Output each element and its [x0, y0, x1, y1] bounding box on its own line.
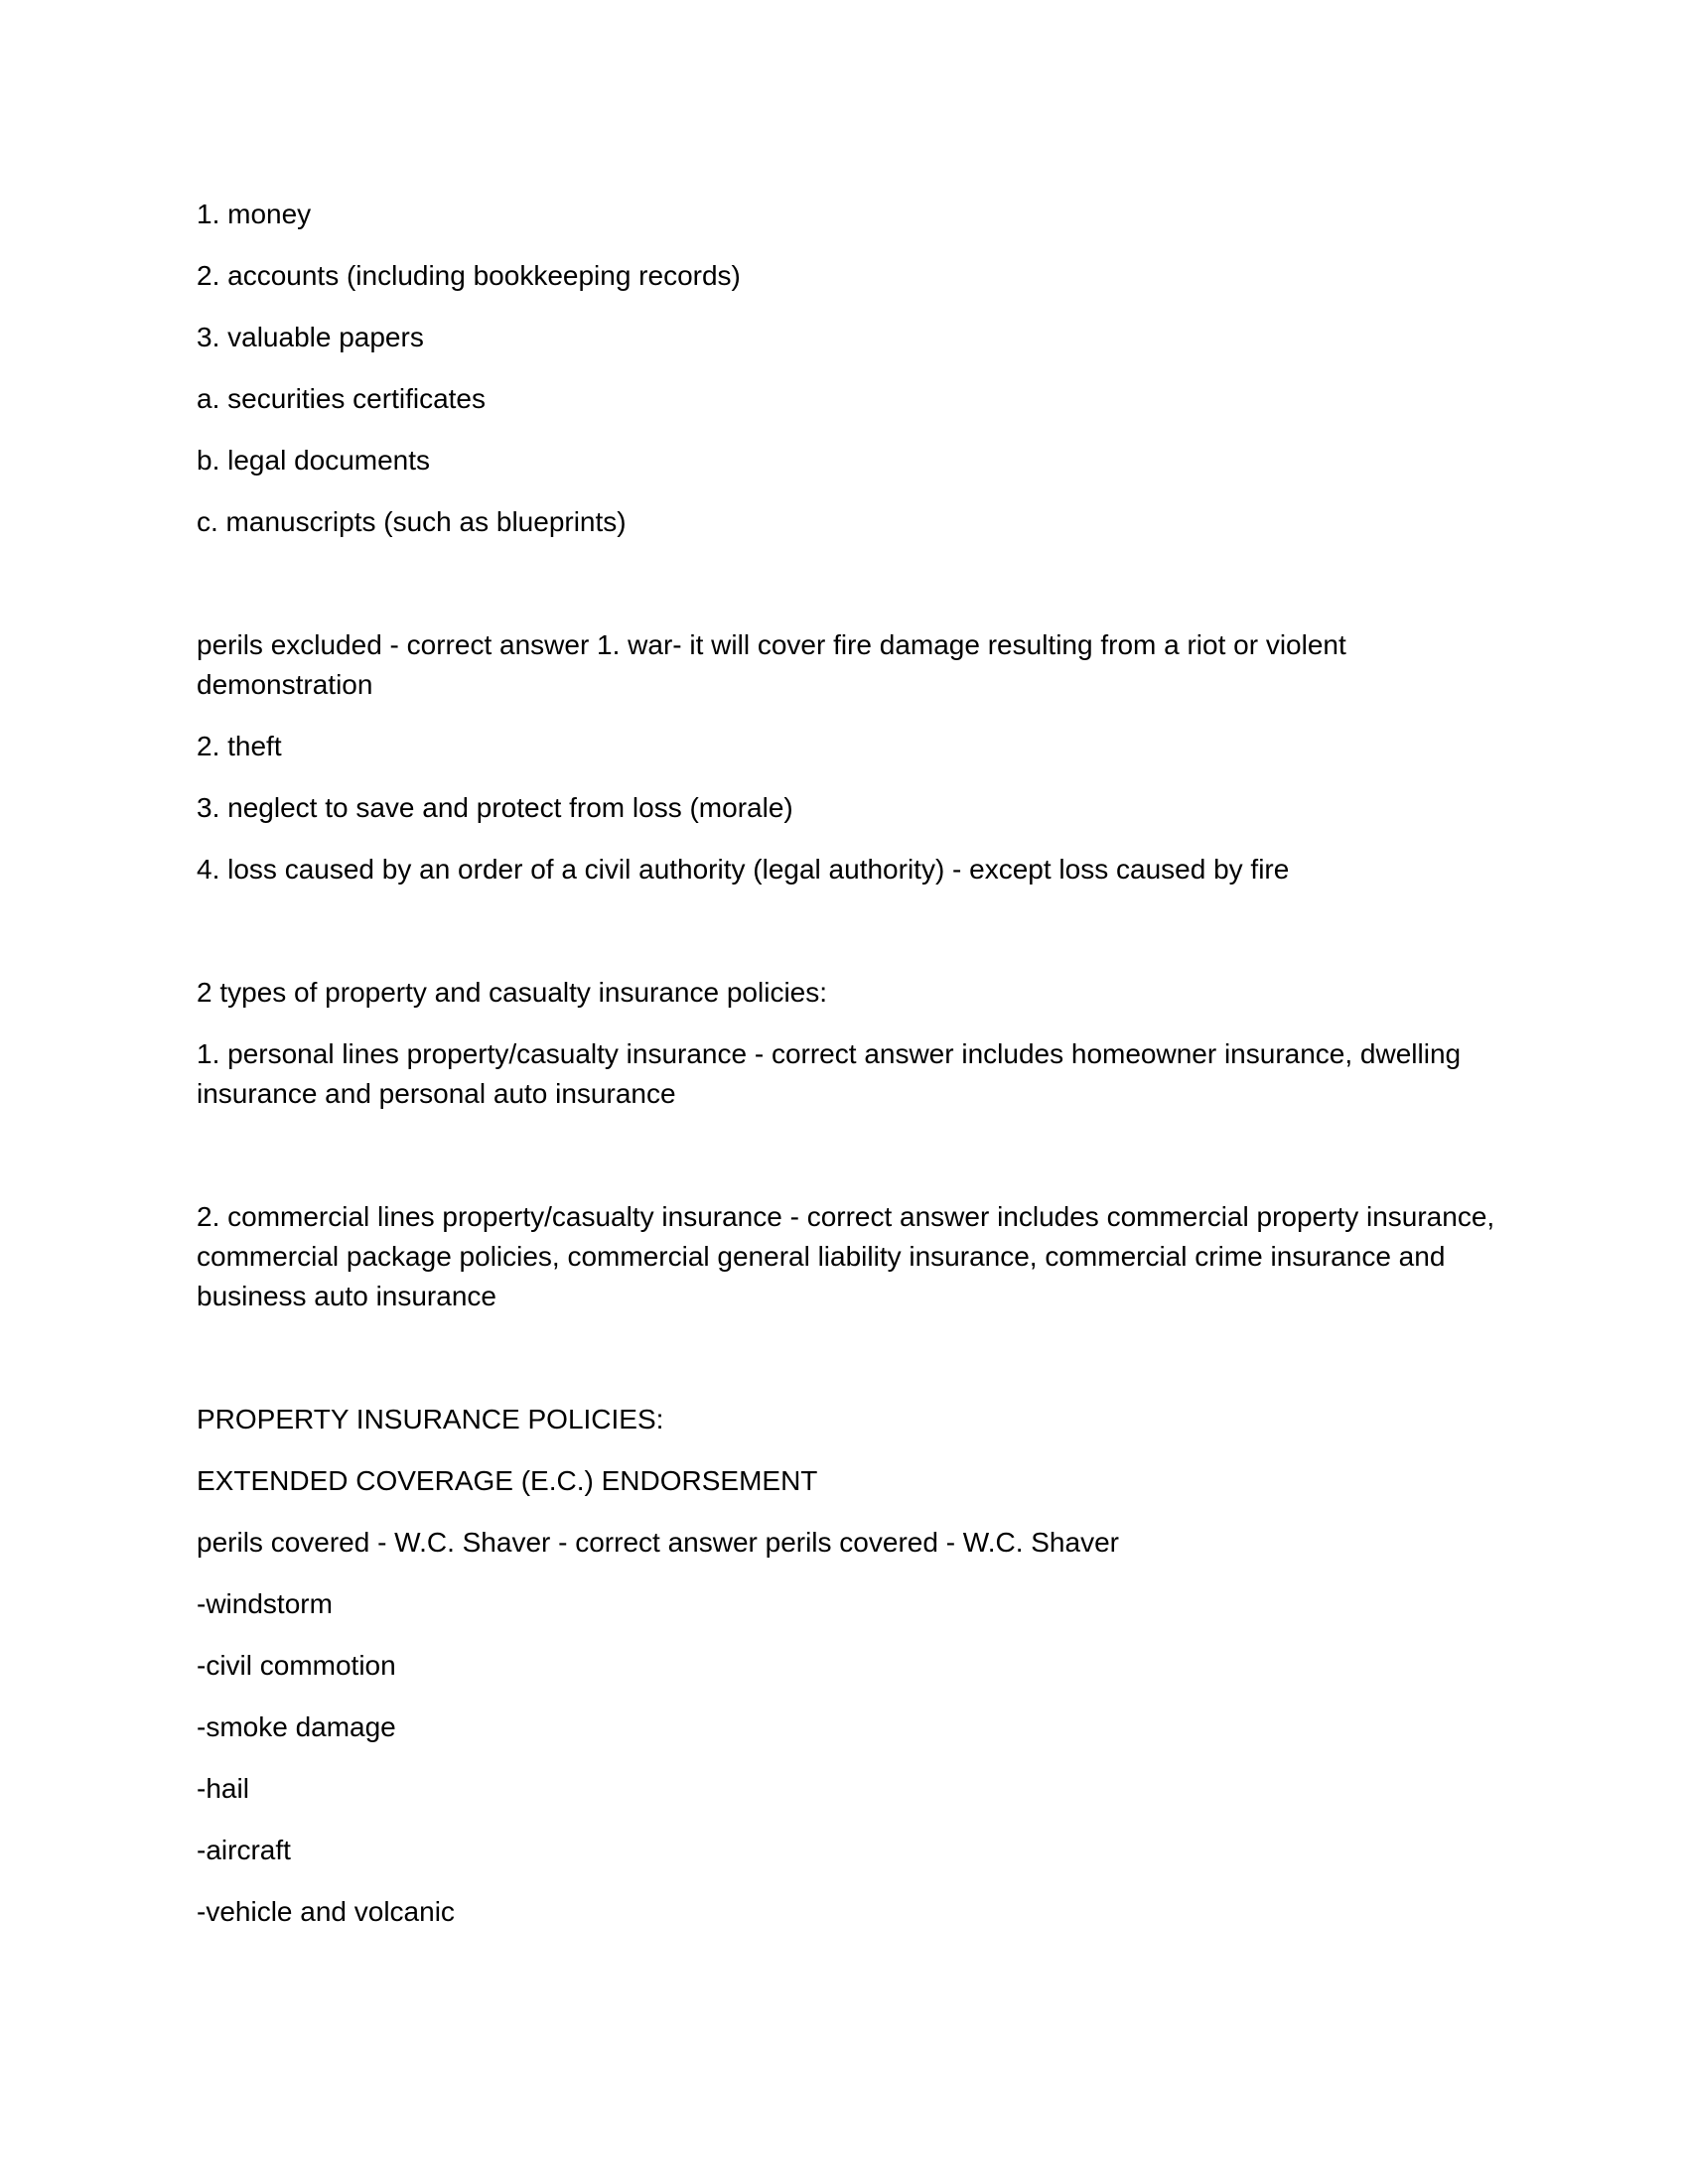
- text-line: c. manuscripts (such as blueprints): [197, 506, 627, 537]
- list-item: -civil commotion: [197, 1650, 396, 1681]
- text-line: perils covered - W.C. Shaver - correct answer perils covered - W.C. Shaver: [197, 1527, 1119, 1558]
- text-line: 2 types of property and casualty insurance policies:: [197, 977, 828, 1008]
- list-item: -hail: [197, 1773, 249, 1804]
- text-line: 2. theft: [197, 731, 282, 761]
- text-line: 3. neglect to save and protect from loss (morale): [197, 792, 793, 823]
- text-line: 3. valuable papers: [197, 322, 424, 352]
- text-line: 1. personal lines property/casualty insurance - correct answer includes homeowner insurance, dwelling insurance and personal auto insurance: [197, 1038, 1462, 1109]
- list-item: -smoke damage: [197, 1711, 396, 1742]
- text-line: 2. accounts (including bookkeeping records): [197, 260, 741, 291]
- paragraph-gap: [197, 1338, 1517, 1400]
- text-line: 2. commercial lines property/casualty insurance - correct answer includes commercial property insurance, commercial package policies, commercial general liability insurance, commercial crime insurance and business auto insurance: [197, 1201, 1495, 1311]
- text-line: b. legal documents: [197, 445, 431, 476]
- paragraph-gap: [197, 911, 1517, 973]
- list-item: -aircraft: [197, 1835, 291, 1865]
- list-item: -windstorm: [197, 1588, 333, 1619]
- text-line: a. securities certificates: [197, 383, 486, 414]
- paragraph-gap: [197, 564, 1517, 625]
- text-line: 1. money: [197, 199, 312, 229]
- text-line: perils excluded - correct answer 1. war- it will cover fire damage resulting from a riot or violent demonstration: [197, 629, 1346, 700]
- text-line: 4. loss caused by an order of a civil authority (legal authority) - except loss caused by fire: [197, 854, 1290, 885]
- section-heading: PROPERTY INSURANCE POLICIES:: [197, 1404, 664, 1434]
- paragraph-gap: [197, 1136, 1517, 1197]
- document-body: [197, 195, 1517, 1954]
- section-heading: EXTENDED COVERAGE (E.C.) ENDORSEMENT: [197, 1465, 818, 1496]
- list-item: -vehicle and volcanic: [197, 1896, 455, 1927]
